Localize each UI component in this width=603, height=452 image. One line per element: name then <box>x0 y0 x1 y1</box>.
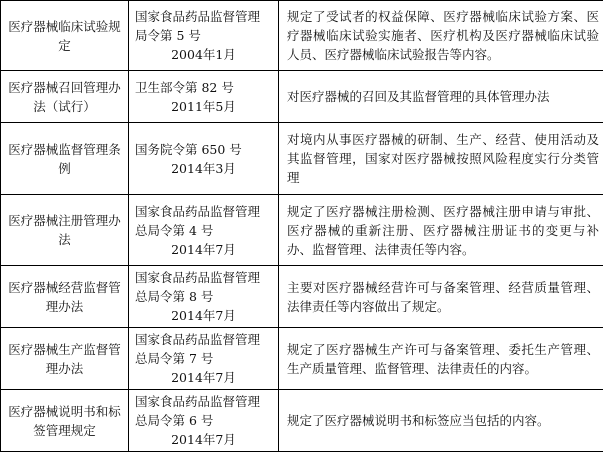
issuer-order: 卫生部令第 82 号 <box>135 78 272 97</box>
regulation-content: 规定了医疗器械注册检测、医疗器械注册申请与审批、医疗器械的重新注册、医疗器械注册证书的变更与补办、监督管理、法律责任等内容。 <box>279 195 603 266</box>
regulation-content: 规定了受试者的权益保障、医疗器械临床试验方案、医疗器械临床试验实施者、医疗机构及医疗器械临床试验人员、医疗器械临床试验报告等内容。 <box>279 1 603 71</box>
table-row <box>1 71 603 123</box>
table-row <box>1 328 603 390</box>
regulation-content: 主要对医疗器械经营许可与备案管理、经营质量管理、法律责任等内容做出了规定。 <box>279 266 603 328</box>
regulation-name: 医疗器械生产监督管理办法 <box>1 328 129 390</box>
table-row <box>1 266 603 328</box>
regulation-name: 医疗器械经营监督管理办法 <box>1 266 129 328</box>
table-row <box>1 195 603 266</box>
issuer-order: 国务院令第 650 号 <box>135 140 272 159</box>
issuer-cell <box>129 328 279 390</box>
issuer-cell <box>129 266 279 328</box>
issue-date: 2014年7月 <box>135 430 272 449</box>
regulation-name: 医疗器械监督管理条例 <box>1 123 129 195</box>
issuer-cell <box>129 123 279 195</box>
regulation-name: 医疗器械注册管理办法 <box>1 195 129 266</box>
issuer-cell <box>129 1 279 71</box>
issuer-order: 国家食品药品监督管理总局令第 8 号 <box>135 268 272 306</box>
regulation-content: 对医疗器械的召回及其监督管理的具体管理办法 <box>279 71 603 123</box>
issue-date: 2011年5月 <box>135 97 272 116</box>
issuer-order: 国家食品药品监督管理总局令第 7 号 <box>135 330 272 368</box>
table-row <box>1 390 603 452</box>
issuer-cell <box>129 71 279 123</box>
issue-date: 2014年3月 <box>135 159 272 178</box>
issue-date: 2014年7月 <box>135 306 272 325</box>
issue-date: 2014年7月 <box>135 368 272 387</box>
issuer-order: 国家食品药品监督管理局令第 5 号 <box>135 7 272 45</box>
issuer-order: 国家食品药品监督管理总局令第 4 号 <box>135 202 272 240</box>
regulation-content: 规定了医疗器械说明书和标签应当包括的内容。 <box>279 390 603 452</box>
regulation-content: 对境内从事医疗器械的研制、生产、经营、使用活动及其监督管理，国家对医疗器械按照风险程度实行分类管理 <box>279 123 603 195</box>
issuer-cell <box>129 195 279 266</box>
table-row <box>1 1 603 71</box>
issue-date: 2014年7月 <box>135 240 272 259</box>
regulation-name: 医疗器械召回管理办法（试行） <box>1 71 129 123</box>
issuer-cell <box>129 390 279 452</box>
regulation-name: 医疗器械临床试验规定 <box>1 1 129 71</box>
issue-date: 2004年1月 <box>135 45 272 64</box>
table-row <box>1 123 603 195</box>
regulation-content: 规定了医疗器械生产许可与备案管理、委托生产管理、生产质量管理、监督管理、法律责任的内容。 <box>279 328 603 390</box>
issuer-order: 国家食品药品监督管理总局令第 6 号 <box>135 392 272 430</box>
regulation-name: 医疗器械说明书和标签管理规定 <box>1 390 129 452</box>
